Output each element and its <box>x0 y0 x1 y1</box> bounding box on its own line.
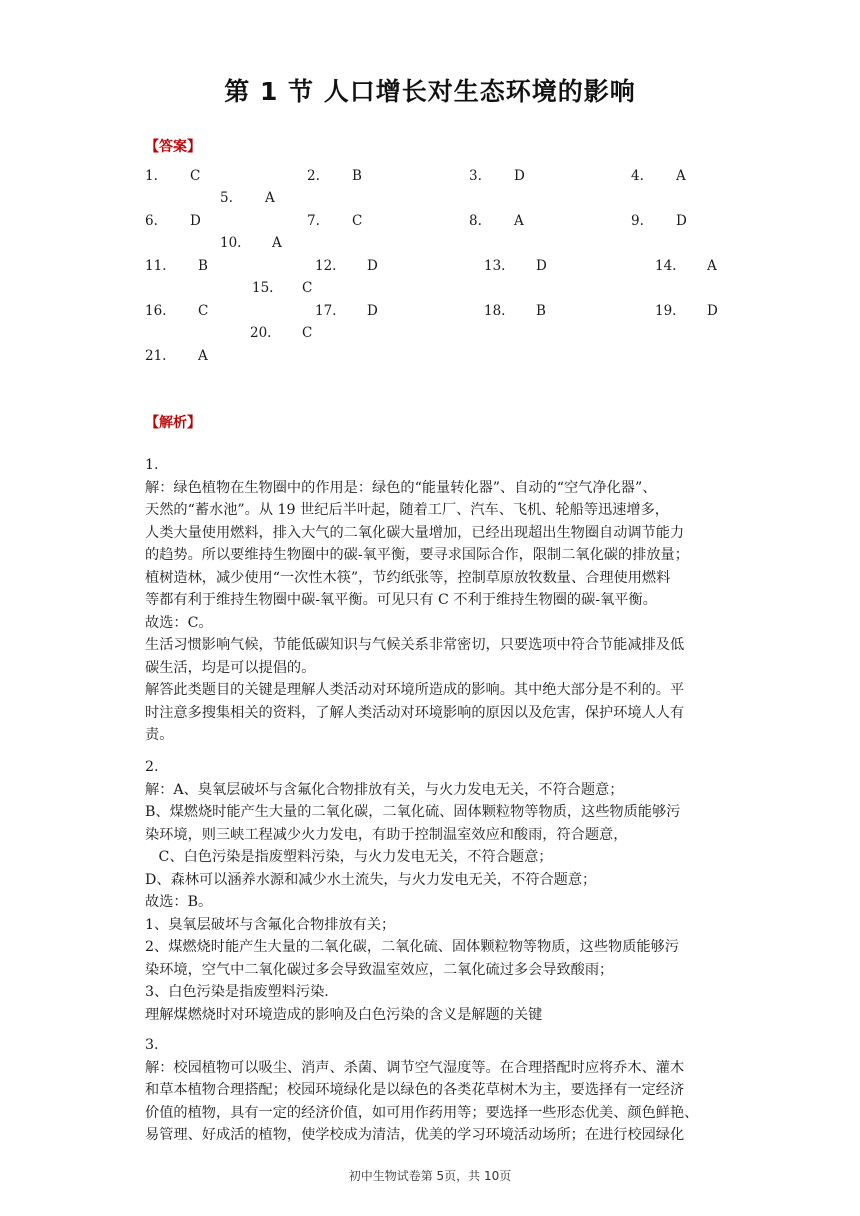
analysis-heading: 【解析】 <box>145 415 201 431</box>
answer-choice: B <box>536 303 546 319</box>
answer-number: 7. <box>307 213 320 229</box>
answer-number: 12. <box>315 258 337 274</box>
answer-choice: C <box>302 325 313 341</box>
answer-number: 10. <box>220 235 242 251</box>
text-line: 理解煤燃烧时对环境造成的影响及白色污染的含义是解题的关键 <box>145 1006 543 1023</box>
answer-number: 8. <box>469 213 482 229</box>
answer-choice: D <box>514 168 525 184</box>
analysis-q3 <box>145 1034 720 1147</box>
answer-choice: A <box>514 213 524 229</box>
answer-number: 3. <box>469 168 482 184</box>
answer-number: 5. <box>220 190 233 206</box>
page-footer: 初中生物试卷第 5页，共 10页 <box>348 1169 512 1183</box>
answer-number: 9. <box>631 213 644 229</box>
text-line: C、白色污染是指废塑料污染，与火力发电无关，不符合题意； <box>145 849 553 865</box>
text-line: 植树造林，减少使用“一次性木筷”，节约纸张等，控制草原放牧数量、合理使用燃料 <box>145 569 671 586</box>
text-line: 解：绿色植物在生物圈中的作用是：绿色的“能量转化器”、自动的“空气净化器”、 <box>145 479 657 496</box>
answer-number: 11. <box>145 258 167 274</box>
text-line: 染环境，空气中二氧化碳过多会导致温室效应，二氧化硫过多会导致酸雨； <box>145 961 614 978</box>
q3-text <box>145 1057 720 1147</box>
answer-number: 19. <box>655 303 677 319</box>
text-line: 时注意多搜集相关的资料，了解人类活动对环境影响的原因以及危害，保护环境人人有 <box>145 704 685 721</box>
text-line: 生活习惯影响气候，节能低碳知识与气候关系非常密切，只要选项中符合节能减排及低 <box>145 637 685 653</box>
text-line: 故选：B。 <box>145 894 213 910</box>
text-line: 解：A、臭氧层破坏与含氟化合物排放有关，与火力发电无关，不符合题意； <box>145 781 624 798</box>
analysis-q1 <box>145 454 720 747</box>
answer-choice: A <box>198 348 208 364</box>
text-line: 人类大量使用燃料，排入大气的二氧化碳大量增加，已经出现超出生物圈自动调节能力 <box>145 524 685 541</box>
text-line: 3、白色污染是指废塑料污染. <box>145 984 329 1000</box>
question-number: 2. <box>145 759 159 775</box>
text-line: 责。 <box>145 727 174 743</box>
answer-number: 6. <box>145 213 158 229</box>
answer-choice: D <box>367 258 378 274</box>
answer-number: 20. <box>250 325 272 341</box>
answer-number: 21. <box>145 348 167 364</box>
answer-choice: C <box>198 303 209 319</box>
text-line: 1、臭氧层破坏与含氟化合物排放有关； <box>145 916 396 933</box>
answer-number: 13. <box>484 258 506 274</box>
question-number: 1. <box>145 457 159 473</box>
answer-choice: D <box>707 303 718 319</box>
answer-number: 14. <box>655 258 677 274</box>
answer-choice: A <box>265 190 275 206</box>
answer-choice: A <box>707 258 717 274</box>
text-line: 的趋势。所以要维持生物圈中的碳-氧平衡，要寻求国际合作，限制二氧化碳的排放量； <box>145 547 689 563</box>
text-line: 解：校园植物可以吸尘、消声、杀菌、调节空气湿度等。在合理搭配时应将乔木、灌木 <box>145 1059 685 1076</box>
q2-text <box>145 779 720 1027</box>
text-line: 价值的植物，具有一定的经济价值，如可用作药用等；要选择一些形态优美、颜色鲜艳、 <box>145 1104 699 1121</box>
text-line: 易管理、好成活的植物，使学校成为清洁，优美的学习环境活动场所；在进行校园绿化 <box>145 1127 685 1143</box>
answer-choice: D <box>536 258 547 274</box>
answer-number: 15. <box>252 280 274 296</box>
text-line: 2、煤燃烧时能产生大量的二氧化碳，二氧化硫、固体颗粒物等物质，这些物质能够污 <box>145 939 679 955</box>
text-line: 天然的“蓄水池”。从 19 世纪后半叶起，随着工厂、汽车、飞机、轮船等迅速增多， <box>145 502 669 518</box>
answer-number: 18. <box>484 303 506 319</box>
answer-number: 17. <box>315 303 337 319</box>
text-line: 染环境，则三峡工程减少火力发电，有助于控制温室效应和酸雨，符合题意， <box>145 826 628 843</box>
answer-choice: B <box>352 168 362 184</box>
analysis-q2 <box>145 756 720 1026</box>
text-line: 故选：C。 <box>145 614 213 631</box>
text-line: D、森林可以涵养水源和减少水土流失，与火力发电无关，不符合题意； <box>145 871 597 888</box>
answer-choice: A <box>272 235 282 251</box>
answer-choice: D <box>190 213 201 229</box>
answer-choice: D <box>367 303 378 319</box>
text-line: 碳生活，均是可以提倡的。 <box>145 659 316 676</box>
answer-heading: 【答案】 <box>145 139 201 155</box>
answer-number: 1. <box>145 168 158 184</box>
answer-choice: C <box>190 168 201 184</box>
answer-choice: C <box>302 280 313 296</box>
page-title: 第 1 节 人口增长对生态环境的影响 <box>224 77 636 106</box>
question-number: 3. <box>145 1037 159 1053</box>
text-line: 等都有利于维持生物圈中碳-氧平衡。可见只有 C 不利于维持生物圈的碳-氧平衡。 <box>145 592 657 608</box>
answer-number: 16. <box>145 303 167 319</box>
text-line: 解答此类题目的关键是理解人类活动对环境所造成的影响。其中绝大部分是不利的。平 <box>145 682 685 698</box>
answer-choice: C <box>352 213 363 229</box>
text-line: 和草本植物合理搭配；校园环境绿化是以绿色的各类花草树木为主，要选择有一定经济 <box>145 1082 685 1098</box>
answer-number: 2. <box>307 168 320 184</box>
answer-choice: A <box>676 168 686 184</box>
answer-choice: B <box>198 258 208 274</box>
q1-text <box>145 477 720 747</box>
text-line: B、煤燃烧时能产生大量的二氧化碳，二氧化硫、固体颗粒物等物质，这些物质能够污 <box>145 804 681 820</box>
answer-number: 4. <box>631 168 644 184</box>
answer-choice: D <box>676 213 687 229</box>
